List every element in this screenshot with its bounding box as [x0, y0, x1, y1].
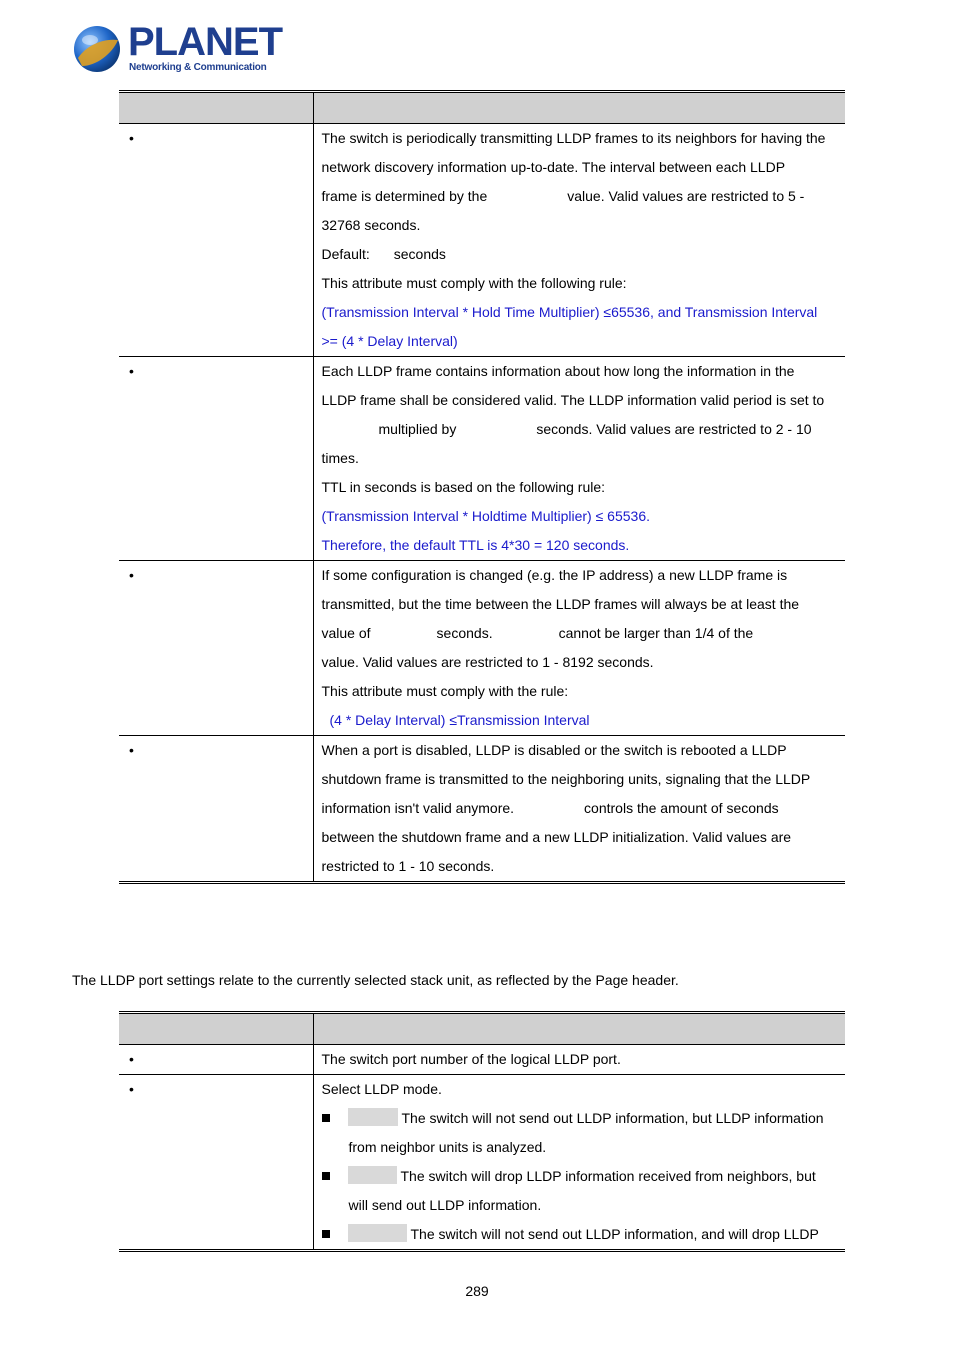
lldp-port-settings-table: [119, 1011, 845, 1252]
row-description: The switch is periodically transmitting LLDP frames to its neighbors for having the network discovery information up-to-date. The interval between each LLDP frame is determined by the value. Valid values are restricted to 5 - 32768 seconds. Default: seconds This attribute must comply with the following rule: (Transmission Interval * Hold Time Multiplier) ≤65536, and Transmission Interval >= (4 * Delay Interval): [313, 124, 845, 357]
table-row: [119, 736, 845, 883]
header-cell-object: [119, 1013, 313, 1045]
header-cell-description: [313, 92, 845, 124]
row-description: When a port is disabled, LLDP is disabled or the switch is rebooted a LLDP shutdown frame is transmitted to the neighboring units, signaling that the LLDP information isn't valid anymore. controls the amount of seconds between the shutdown frame and a new LLDP initialization. Valid values are restricted to 1 - 10 seconds.: [313, 736, 845, 883]
row-label: •: [119, 1045, 313, 1075]
square-bullet-icon: [322, 1230, 330, 1238]
row-description: If some configuration is changed (e.g. the IP address) a new LLDP frame is transmitted, but the time between the LLDP frames will always be at least the value of seconds. cannot be larger than 1/4 of the value. Valid values are restricted to 1 - 8192 seconds. This attribute must comply with the rule: (4 * Delay Interval) ≤Transmission Interval: [313, 561, 845, 736]
table-row: [119, 561, 845, 736]
table-row: [119, 357, 845, 561]
row-label: •: [119, 1075, 313, 1251]
square-bullet-icon: [322, 1172, 330, 1180]
row-label: •: [119, 561, 313, 736]
table-header-row: [119, 92, 845, 124]
lldp-parameters-table: [119, 90, 845, 884]
row-description: The switch port number of the logical LLDP port.: [313, 1045, 845, 1075]
brand-tagline: Networking & Communication: [129, 62, 267, 73]
mode-highlight: [348, 1166, 397, 1184]
planet-logo: [72, 20, 282, 80]
header-cell-object: [119, 92, 313, 124]
table-row: [119, 1075, 845, 1251]
row-description: Each LLDP frame contains information about how long the information in the LLDP frame shall be considered valid. The LLDP information valid period is set to multiplied by seconds. Valid values are restricted to 2 - 10 times. TTL in seconds is based on the following rule: (Transmission Interval * Holdtime Multiplier) ≤ 65536. Therefore, the default TTL is 4*30 = 120 seconds.: [313, 357, 845, 561]
port-settings-paragraph: The LLDP port settings relate to the currently selected stack unit, as reflected by the Page header.: [72, 972, 679, 988]
table-row: [119, 1045, 845, 1075]
mode-highlight: [348, 1224, 407, 1242]
row-description: Select LLDP mode. The switch will not send out LLDP information, but LLDP information from neighbor units is analyzed. The switch will drop LLDP information received from neighbors, but will send out LLDP information. The switch will not send out LLDP information, and will drop LLDP: [313, 1075, 845, 1251]
table-row: [119, 124, 845, 357]
row-label: •: [119, 357, 313, 561]
row-label: •: [119, 124, 313, 357]
row-label: •: [119, 736, 313, 883]
table-header-row: [119, 1013, 845, 1045]
mode-highlight: [348, 1108, 398, 1126]
globe-icon: [72, 24, 122, 74]
header-cell-description: [313, 1013, 845, 1045]
page-number: 289: [465, 1283, 489, 1299]
square-bullet-icon: [322, 1114, 330, 1122]
brand-name: PLANET: [128, 20, 282, 64]
